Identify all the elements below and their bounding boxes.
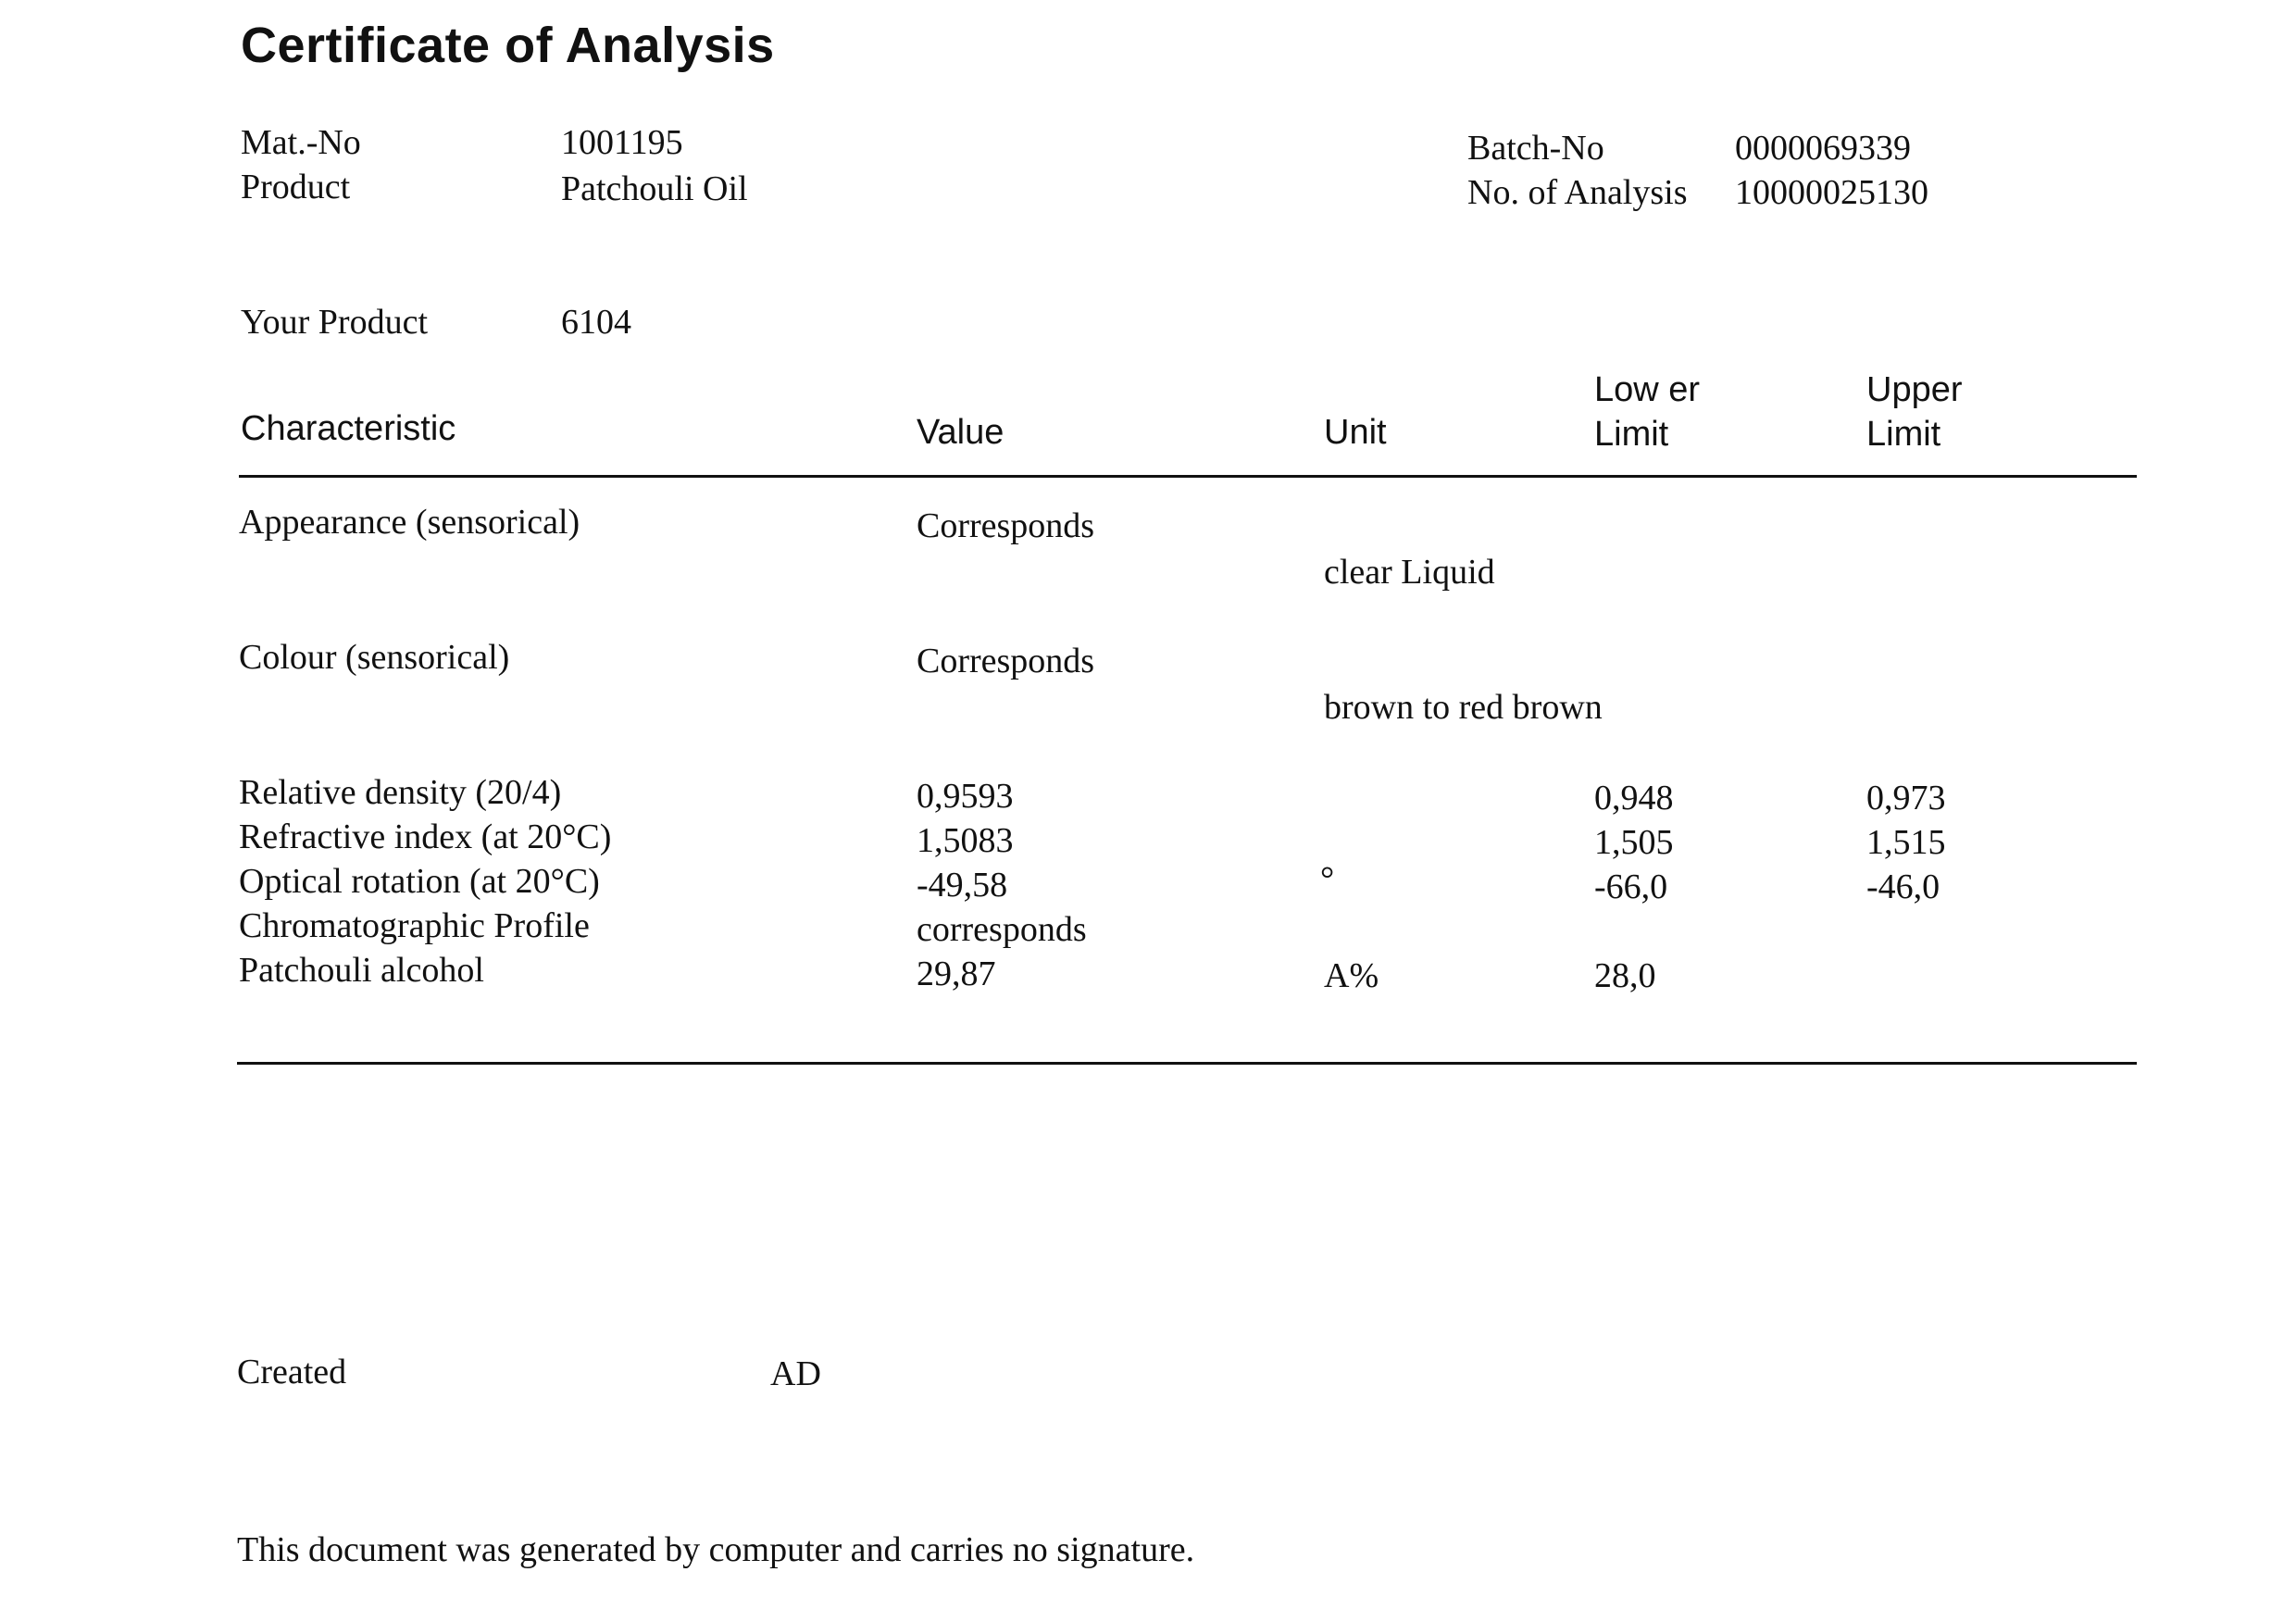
created-label: Created [237,1353,347,1391]
row-colour-characteristic: Colour (sensorical) [239,638,510,677]
row-optical-lower: -66,0 [1594,867,1668,906]
row-optical-upper: -46,0 [1866,867,1940,906]
col-characteristic: Characteristic [241,409,456,448]
row-density-characteristic: Relative density (20/4) [239,773,562,812]
product-label: Product [241,168,351,206]
row-appearance-characteristic: Appearance (sensorical) [239,503,580,542]
product-value: Patchouli Oil [561,169,748,208]
row-colour-spec: brown to red brown [1324,688,1603,727]
table-bottom-rule [237,1062,2137,1065]
batch-no-value: 0000069339 [1735,129,1911,168]
row-colour-value: Corresponds [917,642,1095,680]
row-density-value: 0,9593 [917,777,1014,816]
col-unit: Unit [1324,413,1387,452]
row-alcohol-characteristic: Patchouli alcohol [239,951,484,990]
analysis-no-label: No. of Analysis [1467,173,1688,212]
row-appearance-value: Corresponds [917,506,1095,545]
row-chromatographic-characteristic: Chromatographic Profile [239,906,590,945]
row-density-lower: 0,948 [1594,779,1674,817]
row-alcohol-lower: 28,0 [1594,956,1656,995]
row-optical-characteristic: Optical rotation (at 20°C) [239,862,600,901]
mat-no-value: 1001195 [561,123,683,162]
row-alcohol-value: 29,87 [917,954,996,993]
row-alcohol-unit: A% [1324,956,1379,995]
col-upper-line2: Limit [1866,415,1941,454]
row-density-upper: 0,973 [1866,779,1946,817]
row-refractive-characteristic: Refractive index (at 20°C) [239,817,612,856]
document-title: Certificate of Analysis [241,18,775,73]
created-value: AD [770,1354,821,1393]
analysis-no-value: 10000025130 [1735,173,1928,212]
row-chromatographic-value: corresponds [917,910,1087,949]
row-refractive-value: 1,5083 [917,821,1014,860]
row-optical-value: -49,58 [917,866,1008,905]
your-product-label: Your Product [241,303,429,342]
batch-no-label: Batch-No [1467,129,1604,168]
col-value: Value [917,413,1004,452]
col-upper-line1: Upper [1866,370,1963,409]
row-optical-unit: ° [1320,860,1335,899]
col-lower-line1: Low er [1594,370,1701,409]
row-appearance-spec: clear Liquid [1324,553,1495,592]
your-product-value: 6104 [561,303,631,342]
mat-no-label: Mat.-No [241,123,361,162]
row-refractive-lower: 1,505 [1594,823,1674,862]
col-lower-line2: Limit [1594,415,1669,454]
table-top-rule [239,475,2137,478]
disclaimer-text: This document was generated by computer and carries no signature. [237,1530,1195,1569]
row-refractive-upper: 1,515 [1866,823,1946,862]
